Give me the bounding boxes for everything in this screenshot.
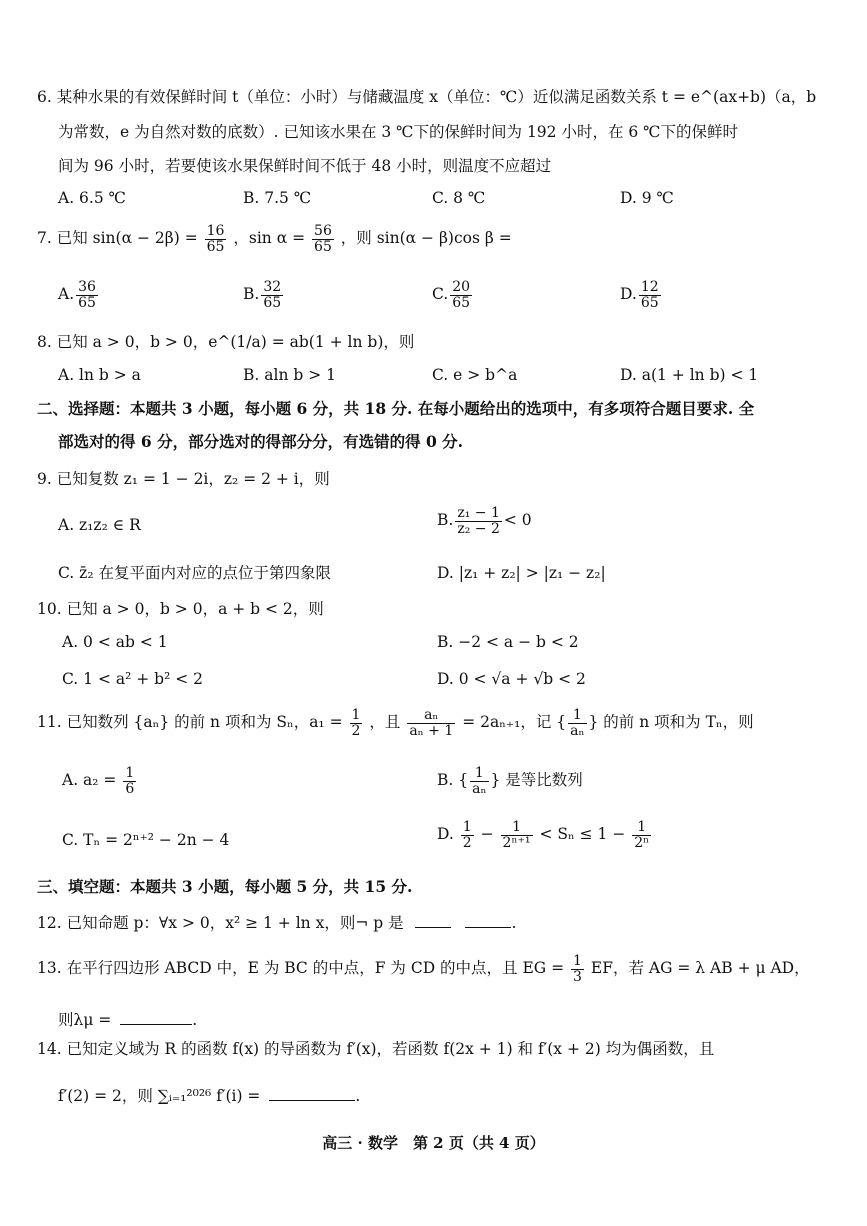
q6-option-d: D. 9 ℃ <box>620 189 674 207</box>
q11-f3-den: aₙ <box>570 722 585 739</box>
q7-f1-den: 65 <box>206 238 225 255</box>
q7-option-b-den: 65 <box>263 294 282 311</box>
q11-option-c: C. Tₙ = 2ⁿ⁺² − 2n − 4 <box>62 831 230 849</box>
q6-line2: 为常数，e 为自然对数的底数）. 已知该水果在 3 ℃下的保鲜时间为 192 小时，在 6 ℃下的保鲜时 <box>58 123 739 141</box>
q11-option-d-label: D. <box>437 825 454 844</box>
q7-option-d-fraction <box>639 280 661 310</box>
q8-option-b: B. aln b > 1 <box>243 366 336 384</box>
q7-f2-num: 56 <box>314 223 332 239</box>
q11-option-d-mid: < Sₙ ≤ 1 − <box>539 825 626 844</box>
q10-option-a: A. 0 < ab < 1 <box>62 633 168 651</box>
q13-f-num: 1 <box>573 953 582 969</box>
q11-f3-num: 1 <box>568 708 586 724</box>
q11-option-a <box>62 766 138 796</box>
q7-fraction-1 <box>205 224 227 254</box>
q11-option-d-fraction-3 <box>632 820 651 850</box>
page-footer: 高三 · 数学 第 2 页（共 4 页） <box>322 1134 545 1152</box>
q7-option-d-den: 65 <box>640 294 659 311</box>
q6-option-b: B. 7.5 ℃ <box>243 189 312 207</box>
q10-option-b: B. −2 < a − b < 2 <box>437 633 579 651</box>
q8-stem: 8. 已知 a > 0，b > 0，e^(1/a) = ab(1 + ln b)，则 <box>37 333 415 351</box>
q9-stem: 9. 已知复数 z₁ = 1 − 2i，z₂ = 2 + i，则 <box>37 470 330 488</box>
q11-fraction-3 <box>568 708 586 738</box>
q11-f2-den: aₙ + 1 <box>409 722 454 739</box>
q11-fraction-1 <box>350 708 363 738</box>
q14-line2-text: f′(2) = 2，则 ∑ᵢ₌₁²⁰²⁶ f′(i) = <box>58 1087 261 1105</box>
q7-suffix: ，则 sin(α − β)cos β = <box>340 229 512 248</box>
q11-option-d-minus: − <box>480 825 494 844</box>
q11-option-b-fraction <box>470 766 488 796</box>
q13-part1: 13. 在平行四边形 ABCD 中，E 为 BC 的中点，F 为 CD 的中点，且 EG = <box>37 959 565 978</box>
q7-option-c <box>432 280 474 310</box>
q11-option-a-num: 1 <box>125 765 135 781</box>
q9-option-c: C. z̄₂ 在复平面内对应的点位于第四象限 <box>58 564 331 582</box>
q7-option-a-den: 65 <box>78 294 96 311</box>
q10-stem: 10. 已知 a > 0，b > 0，a + b < 2，则 <box>37 600 324 618</box>
q13-stem <box>37 954 810 984</box>
q8-option-d: D. a(1 + ln b) < 1 <box>620 366 759 384</box>
q11-option-b-den: aₙ <box>472 780 487 797</box>
q11-part1: 11. 已知数列 {aₙ} 的前 n 项和为 Sₙ，a₁ = <box>37 713 343 732</box>
q7-option-d <box>620 280 663 310</box>
q11-option-d <box>437 820 653 850</box>
q11-option-d-fraction-1 <box>461 820 474 850</box>
q11-option-b-num: 1 <box>470 766 488 782</box>
q7-f1-num: 16 <box>206 223 225 239</box>
q12-stem: 12. 已知命题 p：∀x > 0，x² ≥ 1 + ln x，则¬ p 是 . <box>37 914 517 932</box>
q12-answer-blank-2 <box>465 913 511 928</box>
q11-option-d-f2-num: 1 <box>501 820 533 836</box>
q14-line1: 14. 已知定义域为 R 的函数 f(x) 的导函数为 f′(x)，若函数 f(2x + 1) 和 f′(x + 2) 均为偶函数，且 <box>37 1040 715 1058</box>
q11-option-b <box>437 766 583 796</box>
q11-part4: } 的前 n 项和为 Tₙ，则 <box>588 713 754 732</box>
q13-fraction <box>571 954 584 984</box>
q7-prefix: 7. 已知 sin(α − 2β) = <box>37 229 198 248</box>
section3-heading: 三、填空题：本题共 3 小题，每小题 5 分，共 15 分. <box>37 877 413 896</box>
q9-option-b-fraction <box>455 506 502 536</box>
q12-text: 12. 已知命题 p：∀x > 0，x² ≥ 1 + ln x，则¬ p 是 <box>37 914 404 932</box>
q7-option-c-den: 65 <box>452 294 471 311</box>
q11-part2: ，且 <box>369 713 401 732</box>
q7-f2-den: 65 <box>314 238 332 255</box>
q11-option-a-label: A. a₂ = <box>62 771 117 790</box>
q11-option-d-fraction-2 <box>501 820 533 850</box>
q6-line1: 6. 某种水果的有效保鲜时间 t（单位：小时）与储藏温度 x（单位：℃）近似满足函数关系 t = e^(ax+b)（a，b <box>37 88 817 106</box>
q11-stem <box>37 708 754 738</box>
q11-option-a-fraction <box>123 766 136 796</box>
q9-option-b <box>437 506 532 536</box>
q11-option-d-f1-num: 1 <box>462 819 472 835</box>
q7-option-c-num: 20 <box>452 279 471 295</box>
q7-option-b-num: 32 <box>263 279 282 295</box>
q6-line3: 间为 96 小时，若要使该水果保鲜时间不低于 48 小时，则温度不应超过 <box>58 157 552 175</box>
section2-heading-line1: 二、选择题：本题共 3 小题，每小题 6 分，共 18 分. 在每小题给出的选项中，有多项符合题目要求. 全 <box>37 399 755 418</box>
q7-option-d-num: 12 <box>640 279 659 295</box>
q9-option-b-tail: < 0 <box>503 511 532 530</box>
q12-answer-blank-1 <box>415 913 451 928</box>
q13-part2: EF，若 AG = λ AB + μ AD， <box>590 959 810 978</box>
q11-f1-den: 2 <box>351 722 361 739</box>
q7-stem <box>37 224 512 254</box>
q13-line2-text: 则λμ = <box>58 1011 112 1029</box>
q11-part3: = 2aₙ₊₁，记 { <box>462 713 567 732</box>
q7-option-a-fraction <box>76 280 98 310</box>
q7-option-b-label: B. <box>243 285 260 304</box>
q9-option-a: A. z₁z₂ ∈ R <box>58 516 141 534</box>
q7-option-c-fraction <box>450 280 472 310</box>
q11-option-d-f2-den: 2ⁿ⁺¹ <box>502 834 531 851</box>
q10-option-d: D. 0 < √a + √b < 2 <box>437 670 586 688</box>
q14-line2: f′(2) = 2，则 ∑ᵢ₌₁²⁰²⁶ f′(i) = . <box>58 1087 361 1105</box>
q6-option-a: A. 6.5 ℃ <box>58 189 126 207</box>
q7-option-d-label: D. <box>620 285 637 304</box>
q9-option-b-label: B. <box>437 511 454 530</box>
section2-heading-line2: 部选对的得 6 分，部分选对的得部分分，有选错的得 0 分. <box>58 432 464 451</box>
q9-option-b-den: z₂ − 2 <box>457 520 500 537</box>
q11-option-a-den: 6 <box>125 780 135 797</box>
q7-mid: ，sin α = <box>233 229 306 248</box>
q11-option-b-tail: } 是等比数列 <box>490 771 583 790</box>
q7-fraction-2 <box>312 224 334 254</box>
q11-option-d-f1-den: 2 <box>462 834 472 851</box>
q7-option-a-num: 36 <box>78 279 96 295</box>
q11-option-d-f3-den: 2ⁿ <box>634 834 650 851</box>
q7-option-b-fraction <box>261 280 283 310</box>
q11-f1-num: 1 <box>351 707 361 723</box>
q7-option-b <box>243 280 285 310</box>
q14-answer-blank <box>269 1086 355 1101</box>
q8-option-c: C. e > b^a <box>432 366 518 384</box>
q13-line2: 则λμ = . <box>58 1011 198 1029</box>
q11-fraction-2 <box>407 708 455 738</box>
q7-option-a-label: A. <box>58 285 75 304</box>
q6-option-c: C. 8 ℃ <box>432 189 486 207</box>
q11-option-d-f3-num: 1 <box>632 820 651 836</box>
q9-option-d: D. |z₁ + z₂| > |z₁ − z₂| <box>437 564 606 582</box>
q9-option-b-num: z₁ − 1 <box>457 505 500 521</box>
q11-f2-num: aₙ <box>407 708 455 724</box>
q11-option-b-label: B. { <box>437 771 469 790</box>
q7-option-c-label: C. <box>432 285 449 304</box>
q10-option-c: C. 1 < a² + b² < 2 <box>62 670 203 688</box>
q13-f-den: 3 <box>573 968 582 985</box>
q7-option-a <box>58 280 100 310</box>
q13-answer-blank <box>120 1010 192 1025</box>
q8-option-a: A. ln b > a <box>58 366 141 384</box>
